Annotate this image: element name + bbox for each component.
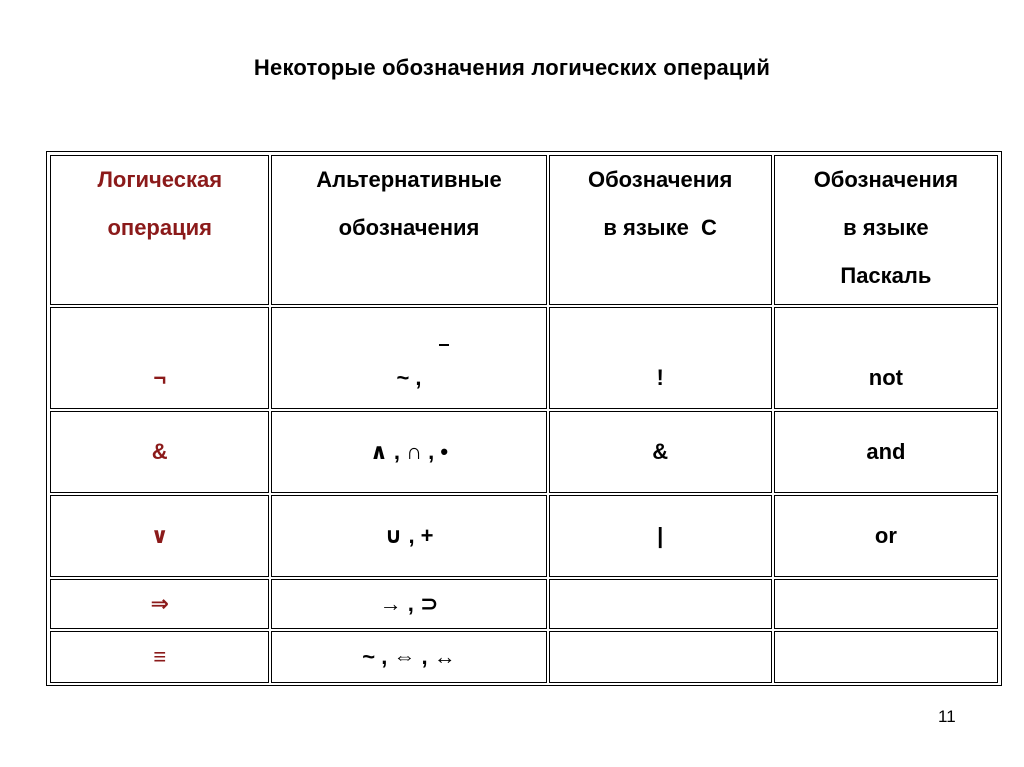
operation-cell: ∨ <box>50 495 269 577</box>
pascal-cell: not <box>774 307 998 409</box>
table-row <box>50 411 998 493</box>
header-alternative-notations: Альтернативные обозначения <box>271 155 546 305</box>
slide-title: Некоторые обозначения логических операций <box>253 55 771 80</box>
pascal-cell: or <box>774 495 998 577</box>
operations-table <box>48 153 1000 685</box>
alternatives-cell: ~ , ⇔ , ↔ <box>271 631 546 683</box>
alternatives-cell: ∧ , ∩ , • <box>271 411 546 493</box>
header-c-notation: Обозначения в языке С <box>549 155 772 305</box>
c-cell <box>549 631 772 683</box>
c-cell <box>549 579 772 629</box>
operations-table-frame <box>46 151 1002 686</box>
overline-mark <box>439 344 449 346</box>
header-row <box>50 155 998 305</box>
header-pascal-notation: Обозначения в языке Паскаль <box>774 155 998 305</box>
pascal-cell <box>774 631 998 683</box>
pascal-cell <box>774 579 998 629</box>
alternatives-cell: ∪ , + <box>271 495 546 577</box>
operation-cell: & <box>50 411 269 493</box>
operation-cell: ¬ <box>50 307 269 409</box>
operation-cell: ⇒ <box>50 579 269 629</box>
c-cell: & <box>549 411 772 493</box>
alternatives-cell: ~ , <box>271 307 546 409</box>
table-row <box>50 307 998 409</box>
page-number: 11 <box>938 707 956 726</box>
operation-cell: ≡ <box>50 631 269 683</box>
alternatives-cell: → , ⊃ <box>271 579 546 629</box>
table-row <box>50 631 998 683</box>
c-cell: | <box>549 495 772 577</box>
header-logical-operation: Логическая операция <box>50 155 269 305</box>
table-row <box>50 495 998 577</box>
c-cell: ! <box>549 307 772 409</box>
pascal-cell: and <box>774 411 998 493</box>
table-row <box>50 579 998 629</box>
